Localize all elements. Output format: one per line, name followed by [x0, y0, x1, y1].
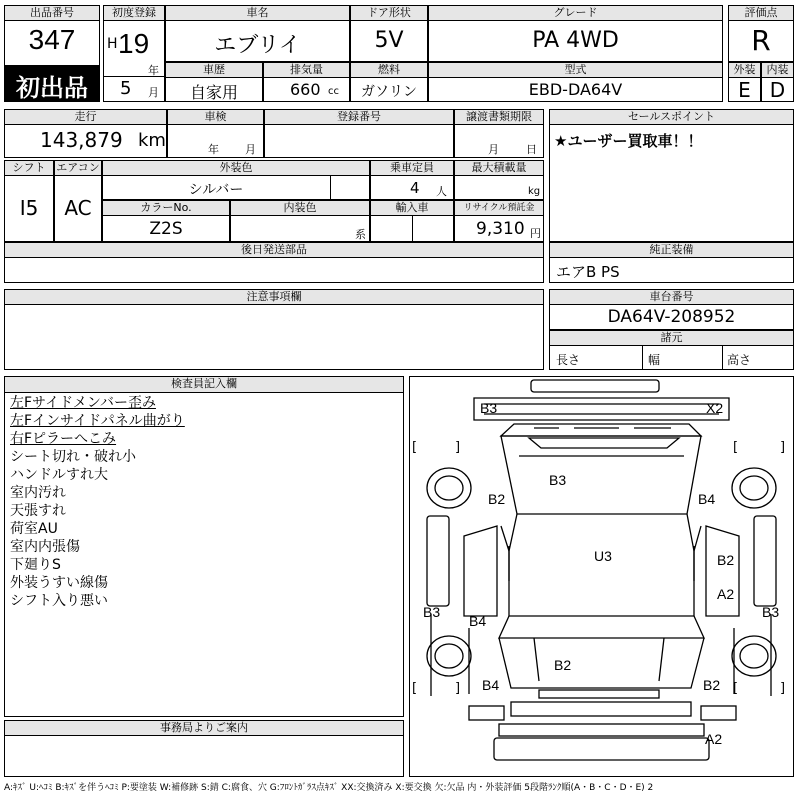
import-label: 輸入車	[370, 200, 454, 216]
color-no-label: カラーNo.	[102, 200, 230, 216]
insp-year-unit: 年	[208, 143, 219, 156]
load-unit: kg	[528, 186, 541, 197]
recycle: 9,310	[476, 219, 525, 239]
inspector-note: 右Fピラーへこみ	[10, 431, 117, 447]
later-parts-label: 後日発送部品	[4, 242, 544, 258]
inspector-note: 天張すれ	[10, 503, 66, 519]
seats-label: 乗車定員	[370, 160, 454, 176]
genuine-label: 純正装備	[549, 242, 794, 258]
first-listing-text: 初出品	[16, 74, 88, 102]
fuel: ガソリン	[361, 84, 417, 100]
legend-text: A:ｷｽﾞ U:ﾍｺﾐ B:ｷｽﾞを伴うﾍｺﾐ P:要塗装 W:補修跡 S:錆 C:腐食、穴 G:ﾌﾛﾝﾄｶﾞﾗｽ点ｷｽﾞ XX:交換済み X:要交換 欠:欠品 内・外装評価 5段階ﾗﾝｸ順(A・B・C・D・E) 2	[4, 783, 654, 793]
interior-color-box	[230, 215, 370, 242]
reg-month: 5	[120, 78, 132, 99]
damage-label: B4	[469, 613, 487, 629]
bracket-left-top-open: [	[412, 440, 418, 455]
spec-width: 幅	[648, 353, 661, 367]
int-label: 内装	[761, 62, 794, 78]
car-name: エブリイ	[214, 33, 301, 58]
damage-label: B4	[698, 491, 716, 507]
spec-length: 長さ	[556, 353, 581, 367]
spec-label: 諸元	[549, 330, 794, 346]
sales-point-text: ★ユーザー買取車！！	[554, 132, 703, 150]
cc-unit: cc	[328, 86, 339, 97]
first-reg-label: 初度登録	[103, 5, 165, 21]
exterior-color-label: 外装色	[102, 160, 370, 176]
grade: PA 4WD	[532, 28, 619, 53]
inspector-note: 室内内張傷	[10, 539, 80, 555]
bracket-right-top-close: ]	[780, 440, 786, 455]
lot-number: 347	[28, 24, 76, 55]
ac-label: エアコン	[54, 160, 102, 176]
damage-label: B3	[549, 472, 567, 488]
damage-label: B3	[480, 400, 498, 416]
office-notice-box	[4, 735, 404, 777]
damage-label: B3	[423, 604, 441, 620]
recycle-label: リサイクル預託金	[454, 200, 544, 216]
ac: AC	[64, 196, 92, 220]
shift-label: シフト	[4, 160, 54, 176]
sales-point-label: セールスポイント	[549, 109, 794, 125]
bracket-left-bottom-close: ]	[455, 681, 461, 696]
car-name-label: 車名	[165, 5, 350, 21]
insp-month-unit: 月	[245, 143, 256, 156]
load-label: 最大積載量	[454, 160, 544, 176]
inspector-notes-label: 検査員記入欄	[4, 376, 404, 393]
door-type: 5V	[374, 28, 404, 53]
inspector-note: シフト入り悪い	[10, 593, 108, 609]
history: 自家用	[189, 83, 238, 102]
door-label: ドア形状	[350, 5, 428, 21]
history-label: 車歴	[165, 62, 263, 78]
displacement: 660	[290, 80, 321, 99]
damage-label: B4	[482, 677, 500, 693]
seats-unit: 人	[436, 185, 447, 198]
yen-unit: 円	[530, 227, 541, 240]
exterior-color: シルバー	[188, 182, 244, 198]
inspector-note: シート切れ・破れ小	[10, 449, 136, 465]
car-outline	[409, 376, 794, 777]
transfer-label: 譲渡書類期限	[454, 109, 544, 125]
fuel-label: 燃料	[350, 62, 428, 78]
tr-month-unit: 月	[488, 143, 499, 156]
km-unit: km	[138, 130, 166, 151]
inspector-note: 左Fサイドメンバー歪み	[10, 395, 156, 411]
model: EBD-DA64V	[528, 80, 623, 99]
model-label: 型式	[428, 62, 723, 78]
spec-box	[549, 345, 794, 370]
damage-label: B2	[703, 677, 721, 693]
inspector-note: 下廻りS	[10, 557, 61, 573]
caution-box	[4, 304, 544, 370]
inspector-note: 外装うすい線傷	[10, 575, 108, 591]
inspector-note: 室内汚れ	[10, 485, 66, 501]
displacement-label: 排気量	[263, 62, 350, 78]
era: H	[107, 36, 118, 52]
grade-label: グレード	[428, 5, 723, 21]
inspector-note: ハンドルすれ大	[10, 467, 108, 483]
inspector-note: 荷室AU	[10, 521, 58, 537]
later-parts-box	[4, 257, 544, 283]
seats: 4	[410, 179, 420, 197]
damage-label: B2	[554, 657, 572, 673]
int-score: D	[769, 78, 786, 102]
reg-no-label: 登録番号	[264, 109, 454, 125]
mileage-label: 走行	[4, 109, 167, 125]
damage-label: A2	[717, 586, 735, 602]
damage-label: X2	[706, 400, 724, 416]
damage-label: B2	[488, 491, 506, 507]
interior-suffix: 系	[355, 228, 366, 241]
score-label: 評価点	[728, 5, 794, 21]
shift: I5	[19, 196, 39, 220]
damage-label: U3	[594, 548, 612, 564]
bracket-left-top-close: ]	[455, 440, 461, 455]
inspector-notes-list	[10, 394, 185, 610]
inspection-label: 車検	[167, 109, 264, 125]
mileage: 143,879	[40, 128, 123, 152]
year-unit: 年	[148, 64, 159, 77]
score: R	[751, 24, 771, 57]
bracket-right-top-open: [	[733, 440, 739, 455]
spec-height: 高さ	[727, 353, 752, 367]
chassis-label: 車台番号	[549, 289, 794, 305]
bracket-right-bottom-open: [	[733, 681, 739, 696]
ext-score: E	[738, 78, 751, 102]
damage-label: B3	[762, 604, 780, 620]
lot-number-label: 出品番号	[4, 5, 100, 21]
color-no: Z2S	[149, 219, 183, 239]
reg-no-box	[264, 124, 454, 158]
bracket-right-bottom-close: ]	[780, 681, 786, 696]
damage-label: B2	[717, 552, 735, 568]
tr-day-unit: 日	[526, 143, 537, 156]
caution-label: 注意事項欄	[4, 289, 544, 305]
interior-color-label: 内装色	[230, 200, 370, 216]
chassis-number: DA64V-208952	[607, 307, 736, 327]
bracket-left-bottom-open: [	[412, 681, 418, 696]
inspector-note: 左Fインサイドパネル曲がり	[10, 413, 185, 429]
ext-label: 外装	[728, 62, 761, 78]
reg-year: 19	[118, 28, 150, 59]
office-notice-label: 事務局よりご案内	[4, 720, 404, 736]
month-unit: 月	[148, 86, 159, 99]
damage-label: A2	[705, 731, 723, 747]
genuine: エアB PS	[556, 263, 620, 281]
